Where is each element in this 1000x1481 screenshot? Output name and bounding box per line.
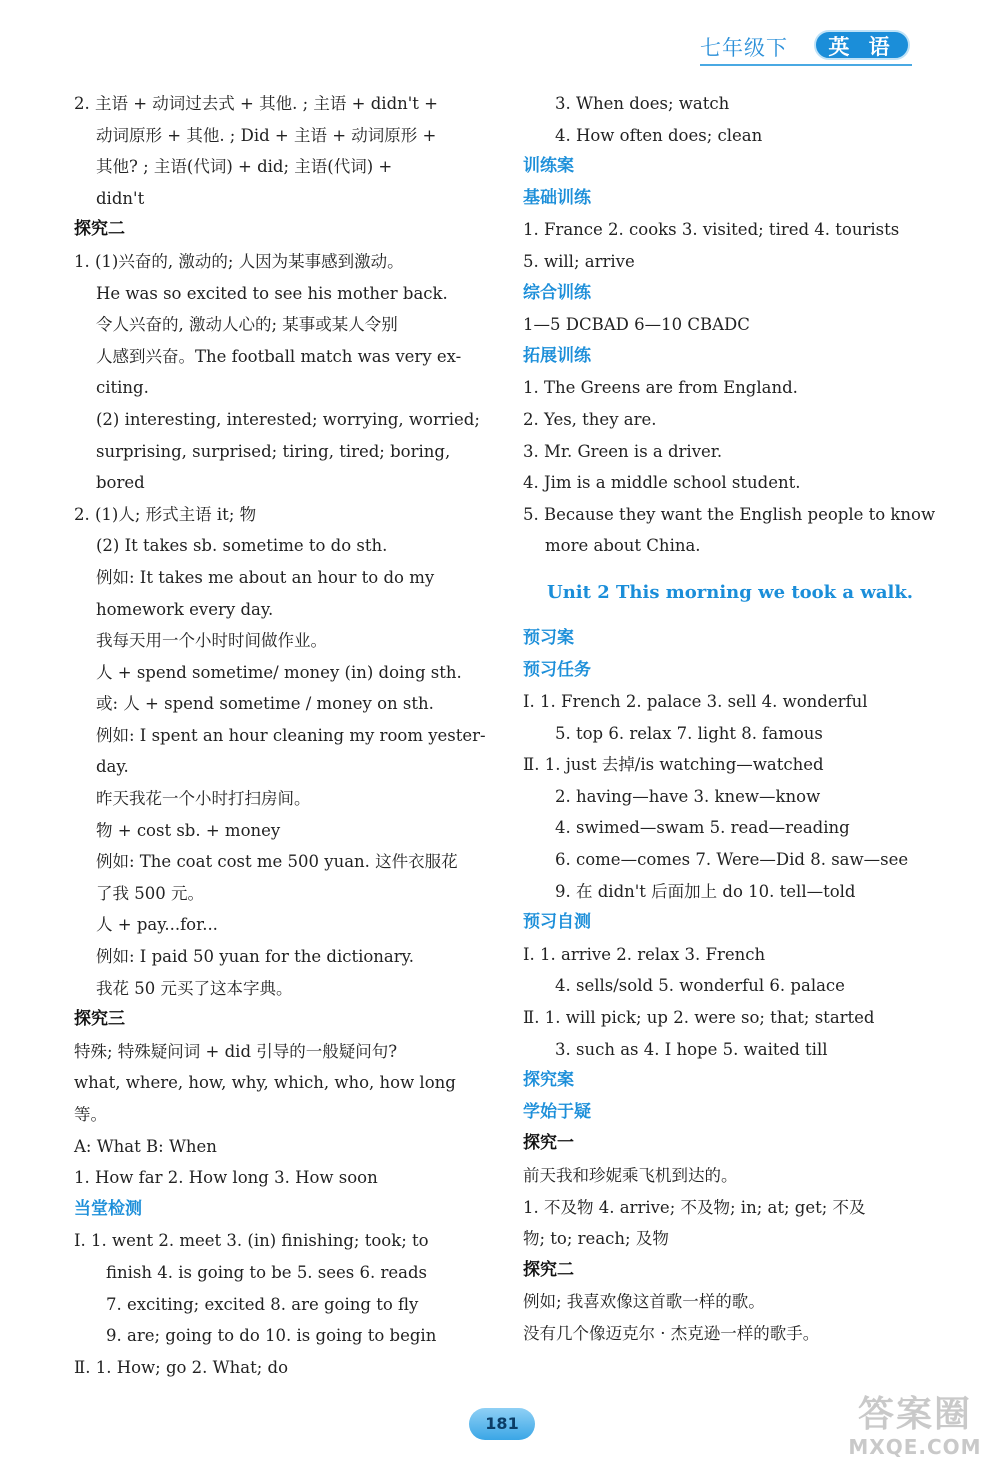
answer-line: bored (96, 473, 145, 493)
grade-label: 七年级下 (700, 36, 788, 60)
right-column-bottom (523, 623, 923, 1350)
answer-line: 3. When does; watch (555, 94, 730, 113)
answer-line: 1. How far 2. How long 3. How soon (74, 1168, 378, 1188)
answer-line: 5. top 6. relax 7. light 8. famous (555, 723, 823, 743)
subsection-heading: 探究二 (523, 1259, 574, 1280)
section-heading: 综合训练 (523, 282, 591, 303)
answer-line: finish 4. is going to be 5. sees 6. reads (106, 1262, 428, 1282)
answer-line: 物 + cost sb. + money (96, 820, 281, 840)
answer-line: He was so excited to see his mother back. (96, 283, 448, 303)
subsection-heading: 探究一 (523, 1133, 574, 1154)
section-heading: 预习自测 (523, 912, 591, 933)
answer-line: 例如; 我喜欢像这首歌一样的歌。 (523, 1292, 765, 1312)
section-heading: 当堂检测 (74, 1198, 142, 1219)
unit-title: Unit 2 This morning we took a walk. (547, 581, 914, 603)
section-heading: 学始于疑 (523, 1101, 591, 1122)
answer-line: 例如: I spent an hour cleaning my room yester- (96, 725, 486, 745)
answer-line: A: What B: When (74, 1136, 217, 1156)
answer-line: 4. sells/sold 5. wonderful 6. palace (555, 976, 845, 996)
answer-line: 或: 人 + spend sometime / money on sth. (96, 694, 434, 714)
section-heading: 训练案 (523, 156, 574, 177)
answer-line: 2. (1)人; 形式主语 it; 物 (74, 504, 257, 524)
answer-line: 4. Jim is a middle school student. (523, 473, 801, 493)
section-heading: 拓展训练 (523, 345, 591, 366)
section-heading: 探究案 (523, 1070, 574, 1091)
answer-line: Ⅰ. 1. arrive 2. relax 3. French (523, 944, 766, 964)
answer-line: day. (96, 757, 129, 777)
watermark-bottom: MXQE.COM (848, 1435, 982, 1459)
answer-line: 2. having—have 3. knew—know (555, 786, 821, 806)
answer-line: Ⅱ. 1. just 去掉/is watching—watched (523, 755, 824, 775)
section-heading: 预习案 (523, 627, 574, 648)
answer-line: 7. exciting; excited 8. are going to fly (106, 1294, 419, 1314)
section-heading: 基础训练 (523, 187, 591, 208)
answer-line: 其他? ; 主语(代词) + did; 主语(代词) + (96, 157, 393, 177)
answer-line: 1. France 2. cooks 3. visited; tired 4. tourists (523, 220, 900, 240)
answer-line: (2) interesting, interested; worrying, worried; (96, 409, 480, 429)
answer-line: 我花 50 元买了这本字典。 (96, 978, 293, 998)
section-heading: 预习任务 (523, 659, 591, 680)
answer-line: 物; to; reach; 及物 (523, 1229, 669, 1249)
answer-line: 3. Mr. Green is a driver. (523, 441, 723, 461)
answer-line: more about China. (545, 536, 701, 556)
watermark-top: 答案圈 (857, 1394, 972, 1435)
answer-line: 例如: The coat cost me 500 yuan. 这件衣服花 (96, 852, 458, 872)
answer-line: Ⅱ. 1. will pick; up 2. were so; that; started (523, 1008, 875, 1028)
answer-line: 2. 主语 + 动词过去式 + 其他. ; 主语 + didn't + (74, 94, 438, 113)
answer-line: 1. The Greens are from England. (523, 378, 798, 398)
answer-line: 4. swimed—swam 5. read—reading (555, 818, 850, 838)
answer-line: 2. Yes, they are. (523, 409, 657, 429)
answer-line: surprising, surprised; tiring, tired; boring, (96, 441, 451, 461)
answer-line: what, where, how, why, which, who, how long (74, 1073, 456, 1093)
answer-line: (2) It takes sb. sometime to do sth. (96, 536, 388, 556)
subsection-heading: 探究二 (74, 219, 125, 240)
left-column (74, 88, 486, 1383)
answer-line: 5. will; arrive (523, 251, 635, 271)
answer-line: homework every day. (96, 599, 274, 619)
answer-line: 等。 (74, 1105, 107, 1124)
subject-badge: 英 语 (814, 30, 910, 60)
answer-line: 1—5 DCBAD 6—10 CBADC (523, 315, 750, 335)
subsection-heading: 探究三 (74, 1009, 125, 1030)
answer-line: 我每天用一个小时时间做作业。 (96, 631, 327, 651)
page-header (0, 28, 1000, 68)
answer-line: 4. How often does; clean (555, 125, 763, 145)
answer-line: 特殊; 特殊疑问词 + did 引导的一般疑问句? (74, 1041, 398, 1061)
answer-line: Ⅰ. 1. went 2. meet 3. (in) finishing; took; to (74, 1231, 429, 1251)
answer-line: 昨天我花一个小时打扫房间。 (96, 789, 311, 809)
answer-line: 3. such as 4. I hope 5. waited till (555, 1039, 828, 1059)
answer-line: 1. 不及物 4. arrive; 不及物; in; at; get; 不及 (523, 1197, 866, 1217)
answer-line: 令人兴奋的, 激动人心的; 某事或某人令别 (96, 315, 398, 335)
answer-line: 5. Because they want the English people to know (523, 504, 936, 524)
watermark-logo (845, 1395, 985, 1467)
answer-line: 例如: I paid 50 yuan for the dictionary. (96, 947, 415, 967)
right-column-top (523, 88, 936, 562)
answer-line: 人 + spend sometime/ money (in) doing sth. (96, 662, 462, 682)
answer-line: 例如: It takes me about an hour to do my (96, 567, 435, 587)
answer-line: didn't (96, 188, 145, 208)
answer-line: 1. (1)兴奋的, 激动的; 人因为某事感到激动。 (74, 251, 404, 271)
answer-line: 没有几个像迈克尔 · 杰克逊一样的歌手。 (523, 1323, 820, 1343)
answer-line: 9. 在 didn't 后面加上 do 10. tell—told (555, 881, 856, 901)
answer-line: 6. come—comes 7. Were—Did 8. saw—see (555, 850, 909, 870)
answer-line: 人感到兴奋。The football match was very ex- (96, 346, 462, 366)
answer-line: 了我 500 元。 (96, 883, 204, 903)
answer-line: 动词原形 + 其他. ; Did + 主语 + 动词原形 + (96, 125, 437, 145)
answer-line: Ⅱ. 1. How; go 2. What; do (74, 1357, 289, 1377)
page-number: 181 (469, 1408, 535, 1440)
right-column (523, 88, 936, 1350)
answer-line: 前天我和珍妮乘飞机到达的。 (523, 1166, 738, 1185)
answer-line: 人 + pay...for... (96, 915, 218, 935)
answer-line: Ⅰ. 1. French 2. palace 3. sell 4. wonderful (523, 692, 868, 712)
answer-line: citing. (96, 378, 149, 398)
header-rule (700, 64, 912, 66)
answer-line: 9. are; going to do 10. is going to begin (106, 1326, 437, 1346)
